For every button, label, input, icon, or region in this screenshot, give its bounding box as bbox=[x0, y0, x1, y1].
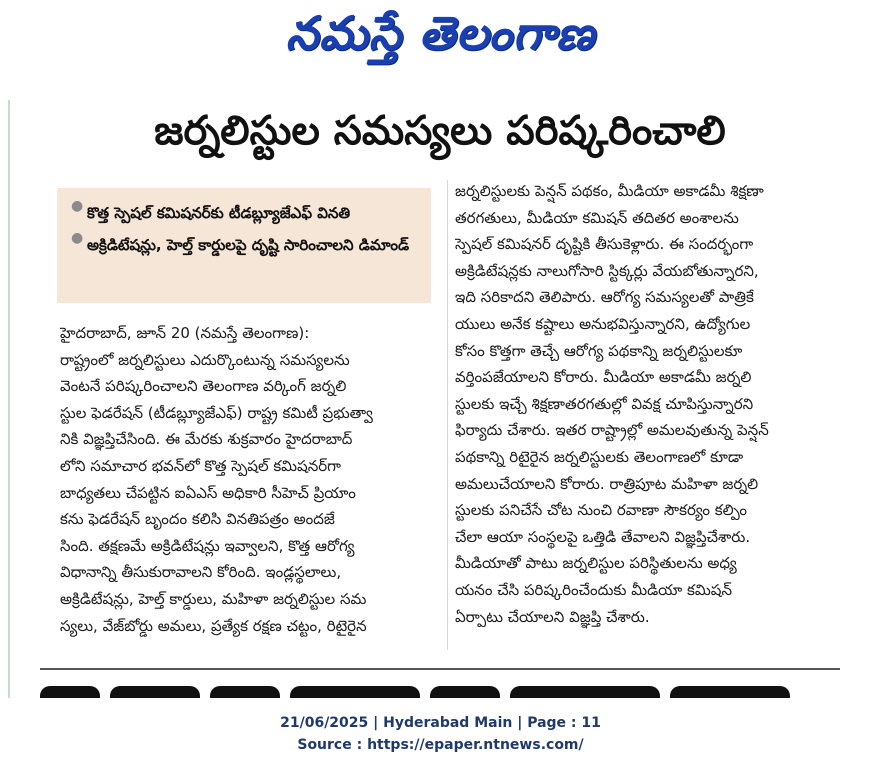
article-line: జర్నలిస్టులకు పెన్షన్ పథకం, మీడియా అకాడమీ శిక్షణా bbox=[455, 182, 764, 200]
bullet-icon: ● bbox=[71, 198, 84, 214]
article-headline: జర్నలిస్టుల సమస్యలు పరిష్కరించాలి bbox=[154, 108, 726, 154]
article-line: యనం చేసి పరిష్కరించేందుకు మీడియా కమిషన్ bbox=[455, 580, 732, 599]
section-divider bbox=[40, 668, 840, 670]
masthead bbox=[0, 0, 881, 78]
article-line: స్టులకు పనిచేసే చోట నుంచి రవాణా సౌకర్యం కల్పిం bbox=[455, 501, 747, 520]
article-line: రాష్ట్రంలో జర్నలిస్టులు ఎదుర్కొంటున్న సమస్యలను bbox=[60, 350, 350, 369]
article-line: నికి విజ్ఞప్తిచేసింది. ఈ మేరకు శుక్రవారం హైదరాబాద్ bbox=[60, 430, 353, 449]
article-line: స్పెషల్ కమిషనర్ దృష్టికి తీసుకెళ్లారు. ఈ సందర్భంగా bbox=[455, 235, 754, 254]
article-line: ఇది సరికాదని తెలిపారు. ఆరోగ్య సమస్యలతో పాత్రికే bbox=[455, 288, 754, 307]
article-line: కను ఫెడరేషన్ బృందం కలిసి వినతిపత్రం అందజే bbox=[60, 510, 335, 529]
article-line: ఫిర్యాదు చేశారు. ఇతర రాష్ట్రాల్లో అమలవుతున్న పెన్షన్ bbox=[455, 421, 769, 440]
article-line: స్యలు, వేజ్‌బోర్డు అమలు, ప్రత్యేక రక్షణ చట్టం, రిటైరైన bbox=[60, 616, 367, 635]
article-line: అమలుచేయాలని కోరారు. రాత్రిపూట మహిళా జర్నలి bbox=[455, 474, 759, 493]
article-line: అక్రిడిటేషన్లు, హెల్త్ కార్డులు, మహిళా జర్నలిస్టుల సమ bbox=[60, 589, 367, 608]
article-column-right bbox=[455, 178, 840, 630]
article-line: మీడియాతో పాటు జర్నలిస్టుల పరిస్థితులను అధ్య bbox=[455, 554, 737, 573]
page-edge-rule bbox=[8, 100, 10, 698]
article-line: అక్రిడిటేషన్లకు నాలుగోసారి స్టిక్కర్లు వేయబోతున్నారని, bbox=[455, 261, 759, 280]
highlight-text: కొత్త స్పెషల్ కమిషనర్‌కు టీడబ్ల్యూజేఎఫ్ వినతి bbox=[87, 204, 351, 222]
highlight-text: అక్రిడిటేషన్లు, హెల్త్ కార్డులపై దృష్టి సారించాలని డిమాండ్ bbox=[87, 236, 410, 254]
article-line: వెంటనే పరిష్కరించాలని తెలంగాణ వర్కింగ్ జర్నలి bbox=[60, 377, 347, 396]
edition-info: 21/06/2025 | Hyderabad Main | Page : 11 bbox=[280, 715, 601, 731]
article-line: స్టుల ఫెడరేషన్ (టీడబ్ల్యూజేఎఫ్) రాష్ట్ర కమిటీ ప్రభుత్వా bbox=[60, 403, 373, 422]
source-link[interactable]: Source : https://epaper.ntnews.com/ bbox=[297, 737, 584, 753]
highlight-item bbox=[71, 230, 427, 260]
article-line: కోసం కొత్తగా తెచ్చే ఆరోగ్య పథకాన్ని జర్నలిస్టులకూ bbox=[455, 341, 743, 360]
highlight-item bbox=[71, 198, 427, 228]
article-line: ఏర్పాటు చేయాలని విజ్ఞప్తి చేశారు. bbox=[455, 607, 650, 626]
page-footer bbox=[0, 712, 881, 756]
article-line: యులు అనేక కష్టాలు అనుభవిస్తున్నారని, ఉద్యోగుల bbox=[455, 314, 751, 333]
article-line: సింది. తక్షణమే అక్రిడిటేషన్లు ఇవ్వాలని, కొత్త ఆరోగ్య bbox=[60, 536, 355, 555]
next-article-headline-cropped bbox=[40, 684, 840, 698]
article-line: స్టులకు ఇచ్చే శిక్షణాతరగతుల్లో వివక్ష చూపిస్తున్నారని bbox=[455, 394, 754, 413]
article-line: తరగతులు, మీడియా కమిషన్ తదితర అంశాలను bbox=[455, 208, 739, 227]
article-line: వర్తింపజేయాలని కోరారు. మీడియా అకాడమీ జర్నలి bbox=[455, 368, 752, 387]
article-line: విధానాన్ని తీసుకురావాలని కోరింది. ఇండ్లస్థలాలు, bbox=[60, 563, 342, 582]
article-line: హైదరాబాద్, జూన్ 20 (నమస్తే తెలంగాణ): bbox=[60, 324, 310, 342]
highlights-box bbox=[57, 188, 431, 303]
article-line: లోని సమాచార భవన్‌లో కొత్త స్పెషల్ కమిషనర్‌గా bbox=[60, 456, 341, 475]
article-line: పథకాన్ని రిటైరైన జర్నలిస్టులకు తెలంగాణలో కూడా bbox=[455, 447, 744, 466]
newspaper-logo: నమస్తే తెలంగాణ bbox=[285, 6, 596, 60]
bullet-icon: ● bbox=[71, 230, 84, 246]
column-divider bbox=[447, 180, 448, 650]
article-line: చేలా ఆయా సంస్థలపై ఒత్తిడి తేవాలని విజ్ఞప్తిచేశారు. bbox=[455, 527, 751, 546]
article-column-left bbox=[60, 320, 436, 639]
article-line: బాధ్యతలు చేపట్టిన ఐఏఎస్ అధికారి సీహెచ్ ప్రియాం bbox=[60, 483, 356, 502]
